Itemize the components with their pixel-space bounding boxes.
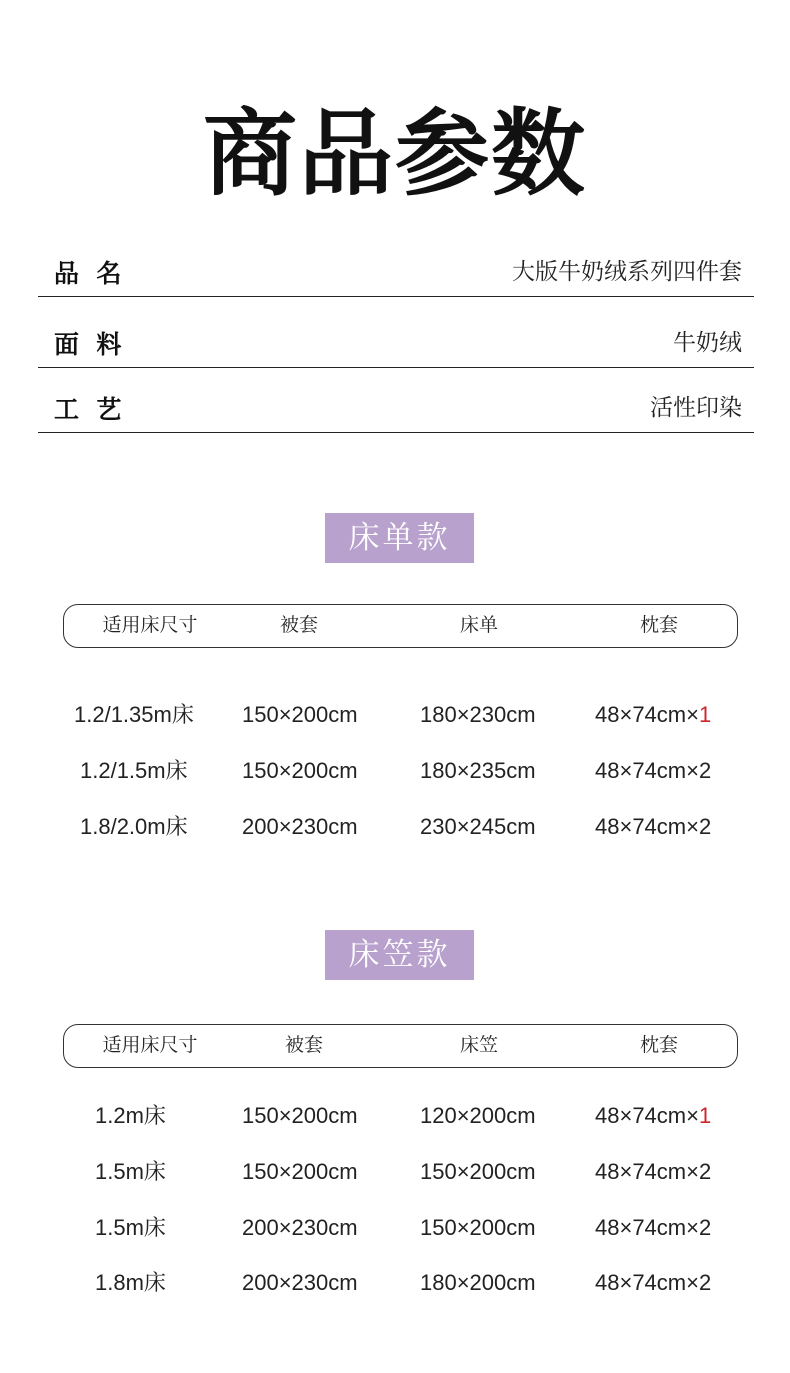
cell-size: 1.5m床 bbox=[95, 1159, 166, 1184]
cell-duvet: 200×230cm bbox=[242, 1270, 358, 1295]
pillow-qty: 2 bbox=[698, 814, 712, 839]
pillow-size: 48×74cm× bbox=[595, 1215, 699, 1240]
table-header-flat-sheet bbox=[63, 604, 738, 648]
spec-label: 品 名 bbox=[54, 259, 122, 288]
spec-row-fabric bbox=[38, 316, 754, 368]
cell-pillow bbox=[595, 1210, 711, 1246]
cell-size: 1.2/1.35m床 bbox=[74, 702, 194, 727]
cell-pillow bbox=[595, 753, 711, 789]
cell-sheet: 230×245cm bbox=[420, 814, 536, 839]
cell-size: 1.8m床 bbox=[95, 1270, 166, 1295]
pillow-size: 48×74cm× bbox=[595, 1270, 699, 1295]
spec-label: 面 料 bbox=[54, 330, 122, 359]
cell-pillow bbox=[595, 697, 711, 733]
header-pillow: 枕套 bbox=[639, 614, 678, 636]
section-badge-fitted-sheet: 床笠款 bbox=[325, 930, 474, 980]
pillow-size: 48×74cm× bbox=[595, 758, 699, 783]
spec-row-name bbox=[38, 244, 754, 297]
spec-value: 大版牛奶绒系列四件套 bbox=[512, 259, 742, 285]
cell-sheet: 120×200cm bbox=[420, 1103, 536, 1128]
cell-size: 1.2m床 bbox=[95, 1103, 166, 1128]
header-bed-size: 适用床尺寸 bbox=[102, 614, 198, 636]
cell-pillow bbox=[595, 1154, 711, 1190]
table-row bbox=[0, 1154, 790, 1190]
header-duvet: 被套 bbox=[284, 1034, 323, 1056]
pillow-qty: 2 bbox=[698, 1159, 712, 1184]
pillow-size: 48×74cm× bbox=[595, 1103, 699, 1128]
cell-sheet: 180×235cm bbox=[420, 758, 536, 783]
spec-label: 工 艺 bbox=[54, 395, 122, 424]
cell-duvet: 150×200cm bbox=[242, 702, 358, 727]
header-sheet: 床单 bbox=[459, 614, 498, 636]
cell-size: 1.2/1.5m床 bbox=[80, 758, 188, 783]
cell-size: 1.5m床 bbox=[95, 1215, 166, 1240]
header-bed-size: 适用床尺寸 bbox=[102, 1034, 198, 1056]
cell-pillow bbox=[595, 1098, 711, 1134]
spec-value: 活性印染 bbox=[650, 395, 742, 421]
pillow-size: 48×74cm× bbox=[595, 1159, 699, 1184]
cell-sheet: 150×200cm bbox=[420, 1159, 536, 1184]
pillow-qty: 1 bbox=[698, 1103, 712, 1128]
cell-sheet: 180×230cm bbox=[420, 702, 536, 727]
cell-duvet: 200×230cm bbox=[242, 814, 358, 839]
pillow-qty: 2 bbox=[698, 1215, 712, 1240]
table-row bbox=[0, 809, 790, 845]
pillow-size: 48×74cm× bbox=[595, 814, 699, 839]
cell-duvet: 200×230cm bbox=[242, 1215, 358, 1240]
cell-duvet: 150×200cm bbox=[242, 1159, 358, 1184]
header-duvet: 被套 bbox=[279, 614, 318, 636]
table-row bbox=[0, 1210, 790, 1246]
table-row bbox=[0, 697, 790, 733]
cell-sheet: 180×200cm bbox=[420, 1270, 536, 1295]
cell-sheet: 150×200cm bbox=[420, 1215, 536, 1240]
cell-duvet: 150×200cm bbox=[242, 758, 358, 783]
section-badge-flat-sheet: 床单款 bbox=[325, 513, 474, 563]
table-header-fitted-sheet bbox=[63, 1024, 738, 1068]
header-fitted-sheet: 床笠 bbox=[459, 1034, 498, 1056]
pillow-qty: 2 bbox=[698, 758, 712, 783]
cell-pillow bbox=[595, 1265, 711, 1301]
spec-value: 牛奶绒 bbox=[673, 330, 742, 356]
pillow-qty: 2 bbox=[698, 1270, 712, 1295]
cell-duvet: 150×200cm bbox=[242, 1103, 358, 1128]
pillow-qty: 1 bbox=[698, 702, 712, 727]
cell-size: 1.8/2.0m床 bbox=[80, 814, 188, 839]
cell-pillow bbox=[595, 809, 711, 845]
header-pillow: 枕套 bbox=[639, 1034, 678, 1056]
table-row bbox=[0, 1098, 790, 1134]
table-row bbox=[0, 1265, 790, 1301]
table-row bbox=[0, 753, 790, 789]
pillow-size: 48×74cm× bbox=[595, 702, 699, 727]
spec-row-craft bbox=[38, 383, 754, 433]
page-title: 商品参数 bbox=[202, 100, 587, 209]
